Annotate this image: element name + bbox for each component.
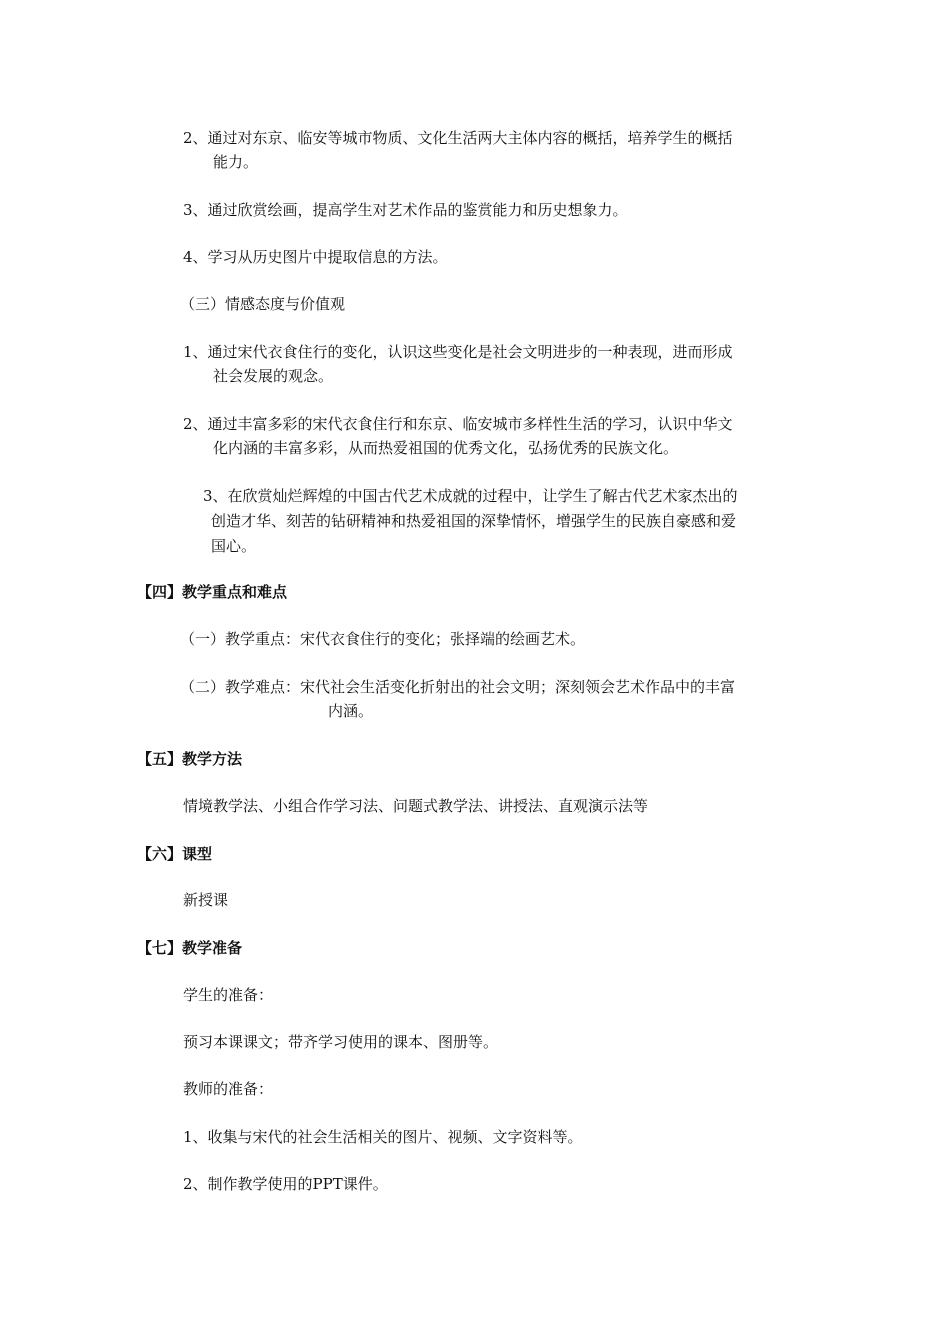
attitude-heading: （三）情感态度与价值观 [180, 295, 346, 313]
student-preparation-content: 预习本课课文；带齐学习使用的课本、图册等。 [183, 1033, 499, 1051]
key-point: （一）教学重点：宋代衣食住行的变化；张择端的绘画艺术。 [180, 630, 586, 648]
section-7-heading: 【七】教学准备 [137, 939, 243, 957]
section-6-heading: 【六】课型 [137, 845, 213, 863]
section-4-heading: 【四】教学重点和难点 [137, 583, 288, 601]
section-5-heading: 【五】教学方法 [137, 750, 243, 768]
teacher-preparation-item-2: 2、制作教学使用的PPT课件。 [183, 1175, 388, 1193]
attitude-item-2-line-2: 化内涵的丰富多彩，从而热爱祖国的优秀文化，弘扬优秀的民族文化。 [213, 439, 679, 457]
difficulty-line-2: 内涵。 [328, 702, 374, 720]
attitude-item-2-line-1: 2、通过丰富多彩的宋代衣食住行和东京、临安城市多样性生活的学习，认识中华文 [183, 415, 733, 433]
attitude-item-3-line-2: 创造才华、刻苦的钻研精神和热爱祖国的深挚情怀，增强学生的民族自豪感和爱 [211, 512, 737, 530]
objective-item-2-line-1: 2、通过对东京、临安等城市物质、文化生活两大主体内容的概括，培养学生的概括 [183, 129, 733, 147]
attitude-item-3-line-3: 国心。 [211, 537, 257, 555]
lesson-type: 新授课 [183, 891, 229, 909]
teaching-methods: 情境教学法、小组合作学习法、问题式教学法、讲授法、直观演示法等 [183, 797, 649, 815]
objective-item-4: 4、学习从历史图片中提取信息的方法。 [183, 248, 448, 266]
objective-item-3: 3、通过欣赏绘画，提高学生对艺术作品的鉴赏能力和历史想象力。 [183, 201, 628, 219]
attitude-item-1-line-1: 1、通过宋代衣食住行的变化，认识这些变化是社会文明进步的一种表现，进而形成 [183, 343, 733, 361]
teacher-preparation-heading: 教师的准备： [183, 1080, 274, 1098]
teacher-preparation-item-1: 1、收集与宋代的社会生活相关的图片、视频、文字资料等。 [183, 1128, 583, 1146]
objective-item-2-line-2: 能力。 [213, 153, 259, 171]
student-preparation-heading: 学生的准备： [183, 986, 274, 1004]
attitude-item-3-line-1: 3、在欣赏灿烂辉煌的中国古代艺术成就的过程中，让学生了解古代艺术家杰出的 [203, 487, 738, 505]
attitude-item-1-line-2: 社会发展的观念。 [213, 367, 334, 385]
difficulty-line-1: （二）教学难点：宋代社会生活变化折射出的社会文明；深刻领会艺术作品中的丰富 [180, 678, 736, 696]
